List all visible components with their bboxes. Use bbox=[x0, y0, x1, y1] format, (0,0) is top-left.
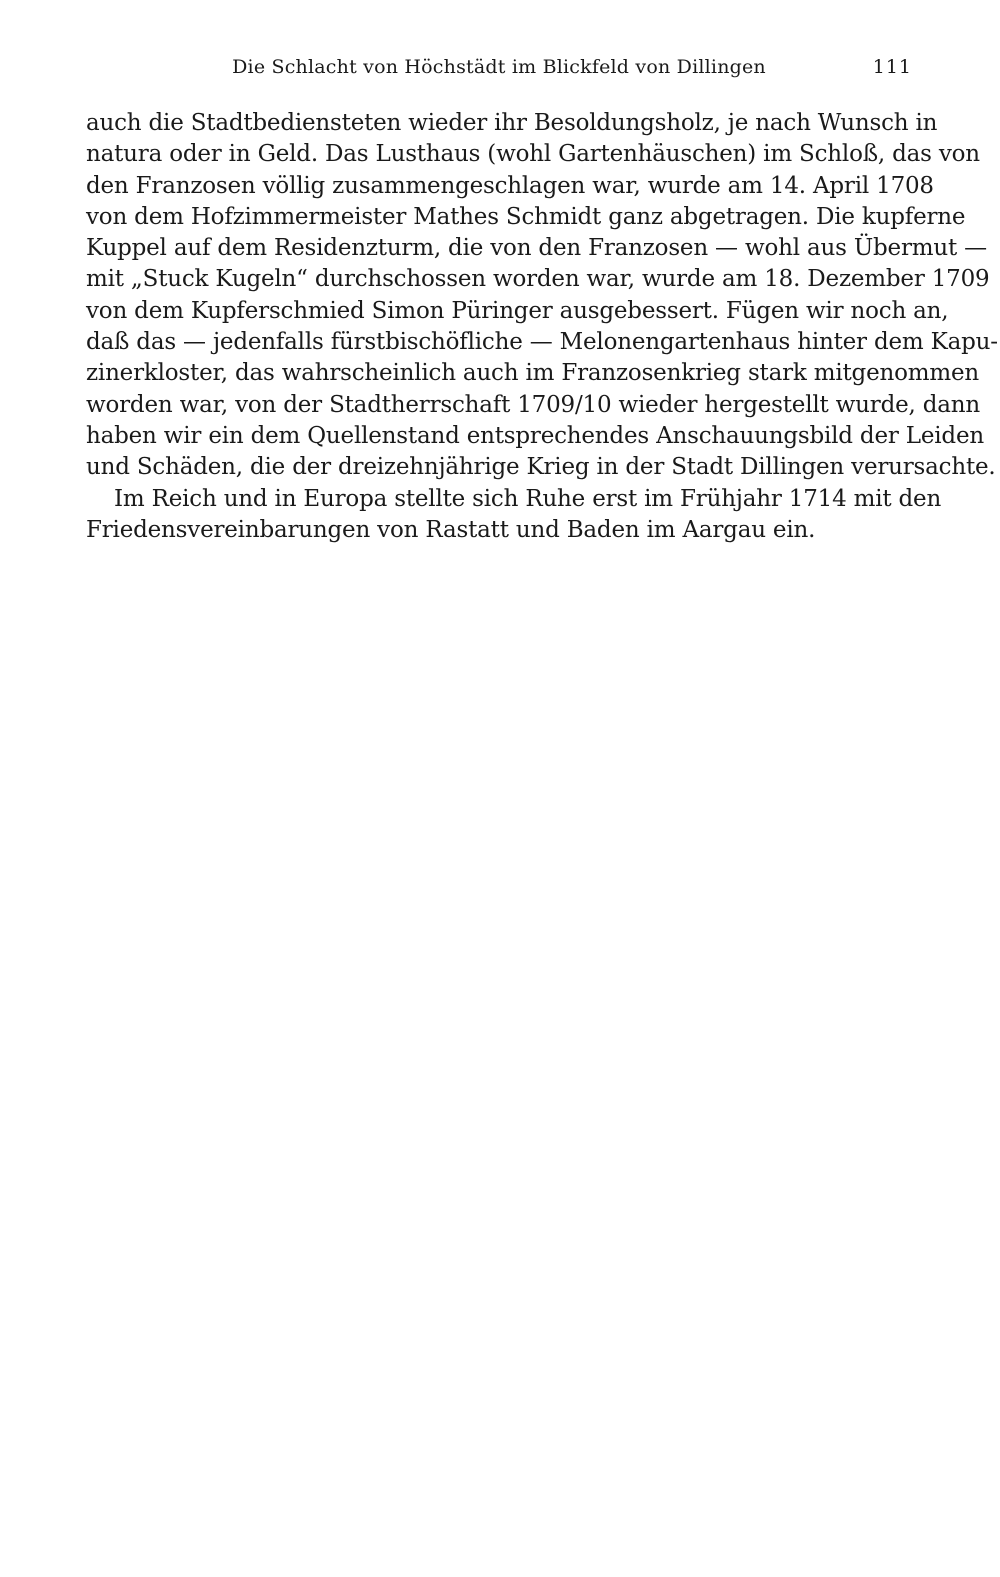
text-line: von dem Hofzimmermeister Mathes Schmidt ganz abgetragen. Die kupferne bbox=[86, 203, 966, 230]
running-head bbox=[86, 56, 912, 86]
text-line: Kuppel auf dem Residenzturm, die von den Franzosen — wohl aus Übermut — bbox=[86, 235, 987, 262]
running-title: Die Schlacht von Höchstädt im Blickfeld von Dillingen bbox=[232, 56, 766, 78]
text-line: von dem Kupferschmied Simon Püringer ausgebessert. Fügen wir noch an, bbox=[86, 297, 949, 324]
text-line: daß das — jedenfalls fürstbischöfliche — Melonengartenhaus hinter dem Kapu- bbox=[86, 329, 998, 356]
text-line: zinerkloster, das wahrscheinlich auch im Franzosenkrieg stark mitgenommen bbox=[86, 360, 979, 387]
text-line: Friedensvereinbarungen von Rastatt und Baden im Aargau ein. bbox=[86, 516, 816, 543]
text-line: mit „Stuck Kugeln“ durchschossen worden war, wurde am 18. Dezember 1709 bbox=[86, 266, 990, 293]
text-line: und Schäden, die der dreizehnjährige Krieg in der Stadt Dillingen verursachte. bbox=[86, 454, 996, 481]
body-text bbox=[86, 108, 998, 546]
paragraph-2 bbox=[86, 484, 942, 547]
text-line: worden war, von der Stadtherrschaft 1709/10 wieder hergestellt wurde, dann bbox=[86, 391, 980, 418]
page-number: 111 bbox=[872, 56, 912, 78]
text-line: auch die Stadtbediensteten wieder ihr Besoldungsholz, je nach Wunsch in bbox=[86, 110, 938, 136]
text-line: natura oder in Geld. Das Lusthaus (wohl Gartenhäuschen) im Schloß, das von bbox=[86, 141, 980, 168]
text-line: den Franzosen völlig zusammengeschlagen war, wurde am 14. April 1708 bbox=[86, 172, 934, 199]
paragraph-1 bbox=[86, 108, 998, 484]
text-line: Im Reich und in Europa stellte sich Ruhe erst im Frühjahr 1714 mit den bbox=[114, 485, 942, 512]
text-line: haben wir ein dem Quellenstand entsprechendes Anschauungsbild der Leiden bbox=[86, 422, 984, 449]
